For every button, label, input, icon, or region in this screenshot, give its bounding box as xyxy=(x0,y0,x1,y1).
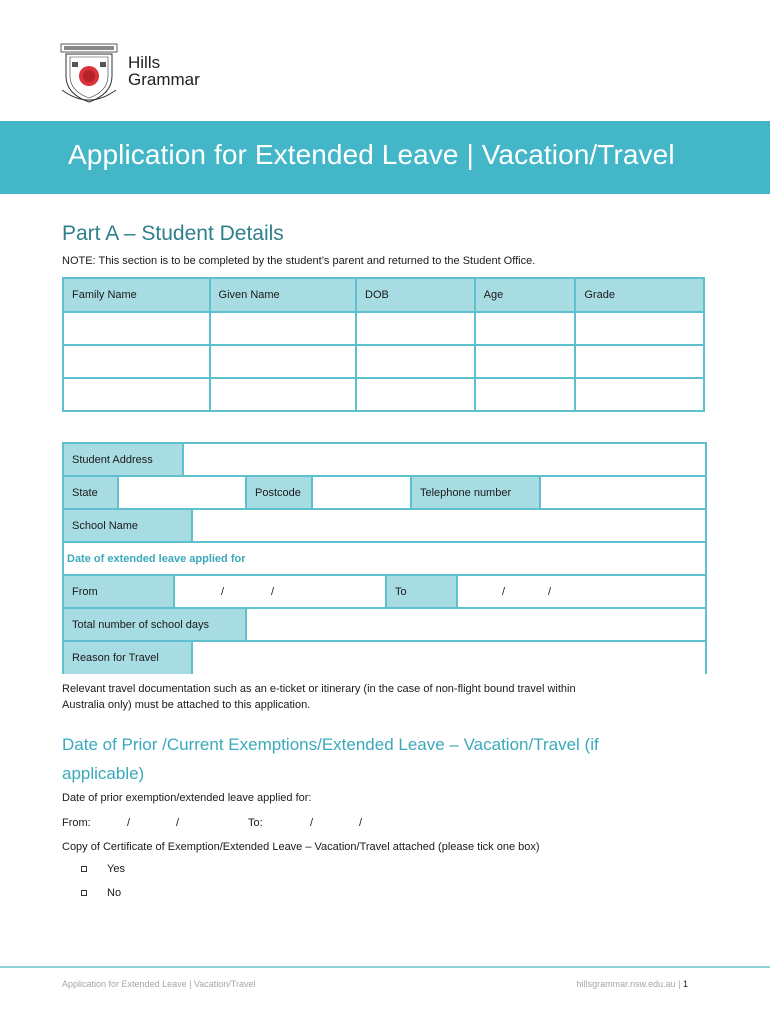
reason-label: Reason for Travel xyxy=(64,642,193,674)
dob-input[interactable] xyxy=(356,378,475,411)
state-row xyxy=(64,477,705,510)
date-heading-row xyxy=(64,543,705,576)
footer-page-info xyxy=(577,979,688,989)
prior-applied-for-text: Date of prior exemption/extended leave applied for: xyxy=(62,792,312,804)
school-logo xyxy=(58,40,228,110)
title-banner xyxy=(0,121,770,194)
from-to-row xyxy=(64,576,705,609)
from-date-input[interactable] xyxy=(175,576,387,607)
document-title: Application for Extended Leave | Vacation/Travel xyxy=(68,139,675,170)
address-row xyxy=(64,444,705,477)
date-separator: / xyxy=(127,817,131,829)
checkbox-icon[interactable] xyxy=(81,866,87,872)
age-input[interactable] xyxy=(475,378,576,411)
table-row xyxy=(63,312,704,345)
yes-checkbox-option[interactable] xyxy=(81,863,125,875)
school-name-label: School Name xyxy=(64,510,193,541)
student-address-label: Student Address xyxy=(64,444,184,475)
certificate-copy-text: Copy of Certificate of Exemption/Extended Leave – Vacation/Travel attached (please tick one box) xyxy=(62,841,540,853)
student-details-table xyxy=(62,277,705,412)
table-header-row xyxy=(63,278,704,312)
grade-input[interactable] xyxy=(575,378,704,411)
grade-input[interactable] xyxy=(575,345,704,378)
part-a-heading: Part A – Student Details xyxy=(62,222,284,245)
footer-website: hillsgrammar.nsw.edu.au | xyxy=(576,979,681,989)
telephone-input[interactable] xyxy=(541,477,705,508)
column-grade: Grade xyxy=(575,278,704,312)
postcode-label: Postcode xyxy=(247,477,313,508)
postcode-input[interactable] xyxy=(313,477,412,508)
family-name-input[interactable] xyxy=(63,345,210,378)
date-separator: / xyxy=(359,817,363,829)
part-a-note: NOTE: This section is to be completed by the student’s parent and returned to the Student Office. xyxy=(62,255,536,267)
student-address-input[interactable] xyxy=(184,444,705,475)
total-days-label: Total number of school days xyxy=(64,609,247,640)
given-name-input[interactable] xyxy=(210,378,357,411)
family-name-input[interactable] xyxy=(63,378,210,411)
yes-label: Yes xyxy=(107,863,125,875)
reason-input[interactable] xyxy=(193,642,705,674)
to-date-input[interactable] xyxy=(458,576,705,607)
column-family-name: Family Name xyxy=(63,278,210,312)
documentation-note: Relevant travel documentation such as an e-ticket or itinerary (in the case of non-flight bound travel within Australia only) must be attached to this application. xyxy=(62,683,576,711)
state-input[interactable] xyxy=(119,477,247,508)
school-name-row xyxy=(64,510,705,543)
column-dob: DOB xyxy=(356,278,475,312)
table-row xyxy=(63,378,704,411)
given-name-input[interactable] xyxy=(210,312,357,345)
reason-row xyxy=(64,642,705,674)
prior-to-label: To: xyxy=(248,817,263,829)
page-number: 1 xyxy=(682,979,688,989)
school-crest-icon xyxy=(58,40,120,106)
dob-input[interactable] xyxy=(356,312,475,345)
school-name-input[interactable] xyxy=(193,510,705,541)
column-given-name: Given Name xyxy=(210,278,357,312)
date-separator: / xyxy=(310,817,314,829)
total-days-input[interactable] xyxy=(247,609,705,640)
table-row xyxy=(63,345,704,378)
no-checkbox-option[interactable] xyxy=(81,887,121,899)
prior-exemptions-heading-line2: applicable) xyxy=(62,764,145,783)
footer-divider xyxy=(0,966,770,968)
prior-exemptions-heading-line1: Date of Prior /Current Exemptions/Extended Leave – Vacation/Travel (if xyxy=(62,735,599,754)
grade-input[interactable] xyxy=(575,312,704,345)
date-separator: / xyxy=(176,817,180,829)
prior-from-label: From: xyxy=(62,817,91,829)
family-name-input[interactable] xyxy=(63,312,210,345)
to-label: To xyxy=(387,576,458,607)
column-age: Age xyxy=(475,278,576,312)
from-label: From xyxy=(64,576,175,607)
travel-details-form xyxy=(62,442,707,674)
extended-leave-date-heading: Date of extended leave applied for xyxy=(67,552,246,565)
given-name-input[interactable] xyxy=(210,345,357,378)
school-name-logo: Hills Grammar xyxy=(128,53,200,89)
state-label: State xyxy=(64,477,119,508)
total-days-row xyxy=(64,609,705,642)
date-separator: / xyxy=(221,585,225,598)
footer-document-title: Application for Extended Leave | Vacation/Travel xyxy=(62,979,256,989)
telephone-label: Telephone number xyxy=(412,477,541,508)
date-separator: / xyxy=(502,585,506,598)
date-separator: / xyxy=(548,585,552,598)
no-label: No xyxy=(107,887,122,899)
age-input[interactable] xyxy=(475,312,576,345)
dob-input[interactable] xyxy=(356,345,475,378)
checkbox-icon[interactable] xyxy=(81,890,87,896)
date-separator: / xyxy=(271,585,275,598)
age-input[interactable] xyxy=(475,345,576,378)
